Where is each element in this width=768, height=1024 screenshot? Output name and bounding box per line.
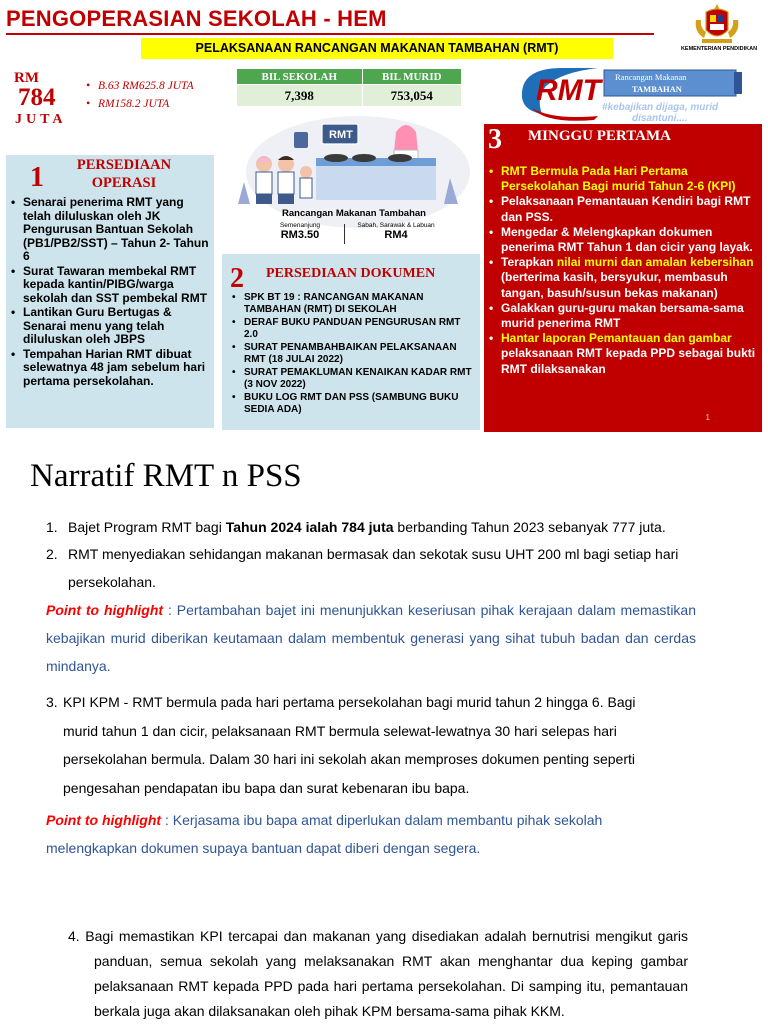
price-peninsular [260,222,340,241]
list-item: • Lantikan Guru Bertugas & Senarai menu yang telah diluluskan oleh JBPS [11,306,211,347]
point-number: 3. [46,694,58,710]
point-number: 1. [46,519,58,535]
price-value: RM3.50 [280,229,320,241]
stats-value-schools: 7,398 [237,85,363,107]
section-number: 3 [488,124,502,155]
section-number: 2 [230,263,244,294]
narrative-point-4: 4. Bagi memastikan KPI tercapai dan makanan yang disediakan adalah bernutrisi mengikut garis panduan, semua sekolah yang melaksanakan RMT akan menghantar dua keping gambar pelaksanaan RMT kepada PPD pada hari pertama persekolahan. Di samping itu, pemantauan berkala juga akan dilaksanakan oleh pihak KPM bersama-sama pihak KKM. [68,928,688,1019]
section-title-line1: PERSEDIAAN [76,157,172,173]
list-item: • DERAF BUKU PANDUAN PENGURUSAN RMT 2.0 [232,317,476,341]
list-item [489,331,757,377]
list-item: • Senarai penerima RMT yang telah diluluskan oleh JK Pengurusan Bantuan Sekolah (PB1/PB2/SST) – Tahun 2- Tahun 6 [11,196,211,264]
section-documents-prep [222,254,480,430]
section-list [232,292,476,417]
narrative-point-2 [46,540,726,596]
highlight-2 [46,806,636,862]
highlight-1 [46,596,696,680]
list-item: • Surat Tawaran membekal RMT kepada kantin/PIBG/warga sekolah dan SST pembekal RMT [11,265,211,306]
budget-breakdown [86,80,206,116]
list-item-emphasis: Hantar laporan Pemantauan dan gambar [501,331,732,346]
stats-table [236,68,462,107]
logo-mark: RMT [536,74,601,107]
list-item-emphasis: nilai murni dan amalan kebersihan [556,255,754,270]
section-operational-prep [6,155,214,428]
price-row [260,222,460,246]
illustration-caption: Rancangan Makanan Tambahan [282,208,426,219]
list-item-text: (berterima kasih, bersyukur, membasuh tangan, basuh/susun bekas makanan) [501,270,728,300]
section-title-line2: OPERASI [91,175,157,191]
section-title: PERSEDIAAN DOKUMEN [266,266,436,281]
price-east-malaysia [346,222,446,241]
price-value: RM4 [384,229,408,241]
point-text-bold: Tahun 2024 ialah 784 juta [225,519,394,535]
list-item: • Tempahan Harian RMT dibuat selewatnya 48 jam sebelum hari pertama persekolahan. [11,348,211,389]
rmt-logo [502,62,760,124]
point-text: RMT menyediakan sehidangan makanan bermasak dan sekotak susu UHT 200 ml bagi setiap hari persekolahan. [68,546,679,590]
section-number: 1 [30,162,44,193]
narrative-point-1 [46,513,736,541]
list-item: • Pelaksanaan Pemantauan Kendiri bagi RMT dan PSS. [489,194,757,224]
logo-tagline-line2: disantuni.... [632,113,688,124]
point-text [46,513,736,541]
narrative-point-3 [46,688,666,802]
list-item: • Mengedar & Melengkapkan dokumen penerima RMT Tahun 1 dan cicir yang layak. [489,225,757,255]
budget-item: • B.63 RM625.8 JUTA [86,80,206,93]
narrative-title: Narratif RMT n PSS [30,458,302,494]
ministry-label: KEMENTERIAN PENDIDIKAN [680,46,758,52]
price-region: Semenanjung [279,222,321,229]
point-number: 2. [46,546,58,562]
list-item: • SPK BT 19 : RANCANGAN MAKANAN TAMBAHAN (RMT) DI SEKOLAH [232,292,476,316]
point-text-part: berbanding Tahun 2023 sebanyak 777 juta. [393,519,666,535]
section-list [11,196,211,389]
list-item: • SURAT PEMAKLUMAN KENAIKAN KADAR RMT (3 NOV 2022) [232,367,476,391]
logo-tagline-line1: #kebajikan dijaga, murid [602,102,719,113]
stats-header-schools: BIL SEKOLAH [237,69,363,85]
highlight-text: : Pertambahan bajet ini menunjukkan keseriusan pihak kerajaan dalam memastikan kebajikan murid diberikan keutamaan dalam membentuk generasi yang sihat tubuh badan dan cerdas mindanya. [46,602,696,674]
slide-page-number: 1 [705,413,710,422]
section-title [54,156,194,192]
list-item: • SURAT PENAMBAHBAIKAN PELAKSANAAN RMT (18 JULAI 2022) [232,342,476,366]
logo-name-line1: Rancangan Makanan [615,72,687,82]
list-item: • RMT Bermula Pada Hari Pertama Persekolahan Bagi murid Tahun 2-6 (KPI) [489,164,757,194]
section-title: MINGGU PERTAMA [528,128,671,144]
logo-name-line2: TAMBAHAN [632,84,682,94]
list-item [489,255,757,301]
illustration-board-label: RMT [329,129,353,141]
budget-prefix: RM [14,70,39,86]
stats-value-students: 753,054 [362,85,461,107]
list-item-text: pelaksanaan RMT kepada PPD sebagai bukti RMT dilaksanakan [501,346,756,376]
highlight-text: : Kerjasama ibu bapa amat diperlukan dalam membantu pihak sekolah melengkapkan dokumen supaya bantuan dapat diberi dengan segera. [46,812,603,856]
budget-amount: 784 [18,84,56,111]
list-item-text: Terapkan [501,255,557,270]
slide-subtitle: PELAKSANAAN RANCANGAN MAKANAN TAMBAHAN (RMT) [141,38,613,59]
point-text-part: Bajet Program RMT bagi [68,519,226,535]
stats-header-students: BIL MURID [362,69,461,85]
coat-of-arms-icon [692,2,742,46]
budget-unit: JUTA [15,112,67,127]
point-text: KPI KPM - RMT bermula pada hari pertama persekolahan bagi murid tahun 2 hingga 6. Bagi murid tahun 1 dan cicir, pelaksanaan RMT bermula selewat-lewatnya 30 hari selepas hari persekolahan bermula. Dalam 30 hari ini sekolah akan memproses dokumen penting seperti pengesahan pendapatan ibu bapa dan surat kebenaran ibu bapa. [63,694,636,796]
section-first-week [484,124,762,432]
budget-item: • RM158.2 JUTA [86,98,206,111]
highlight-label: Point to highlight [46,602,164,618]
price-divider [344,224,345,244]
highlight-label: Point to highlight [46,812,162,828]
title-divider [6,33,654,35]
price-region: Sabah, Sarawak & Labuan [357,222,435,229]
list-item: • Galakkan guru-guru makan bersama-sama murid penerima RMT [489,301,757,331]
section-list [489,164,757,377]
list-item: • BUKU LOG RMT DAN PSS (SAMBUNG BUKU SEDIA ADA) [232,392,476,416]
slide-title: PENGOPERASIAN SEKOLAH - HEM [6,6,387,31]
